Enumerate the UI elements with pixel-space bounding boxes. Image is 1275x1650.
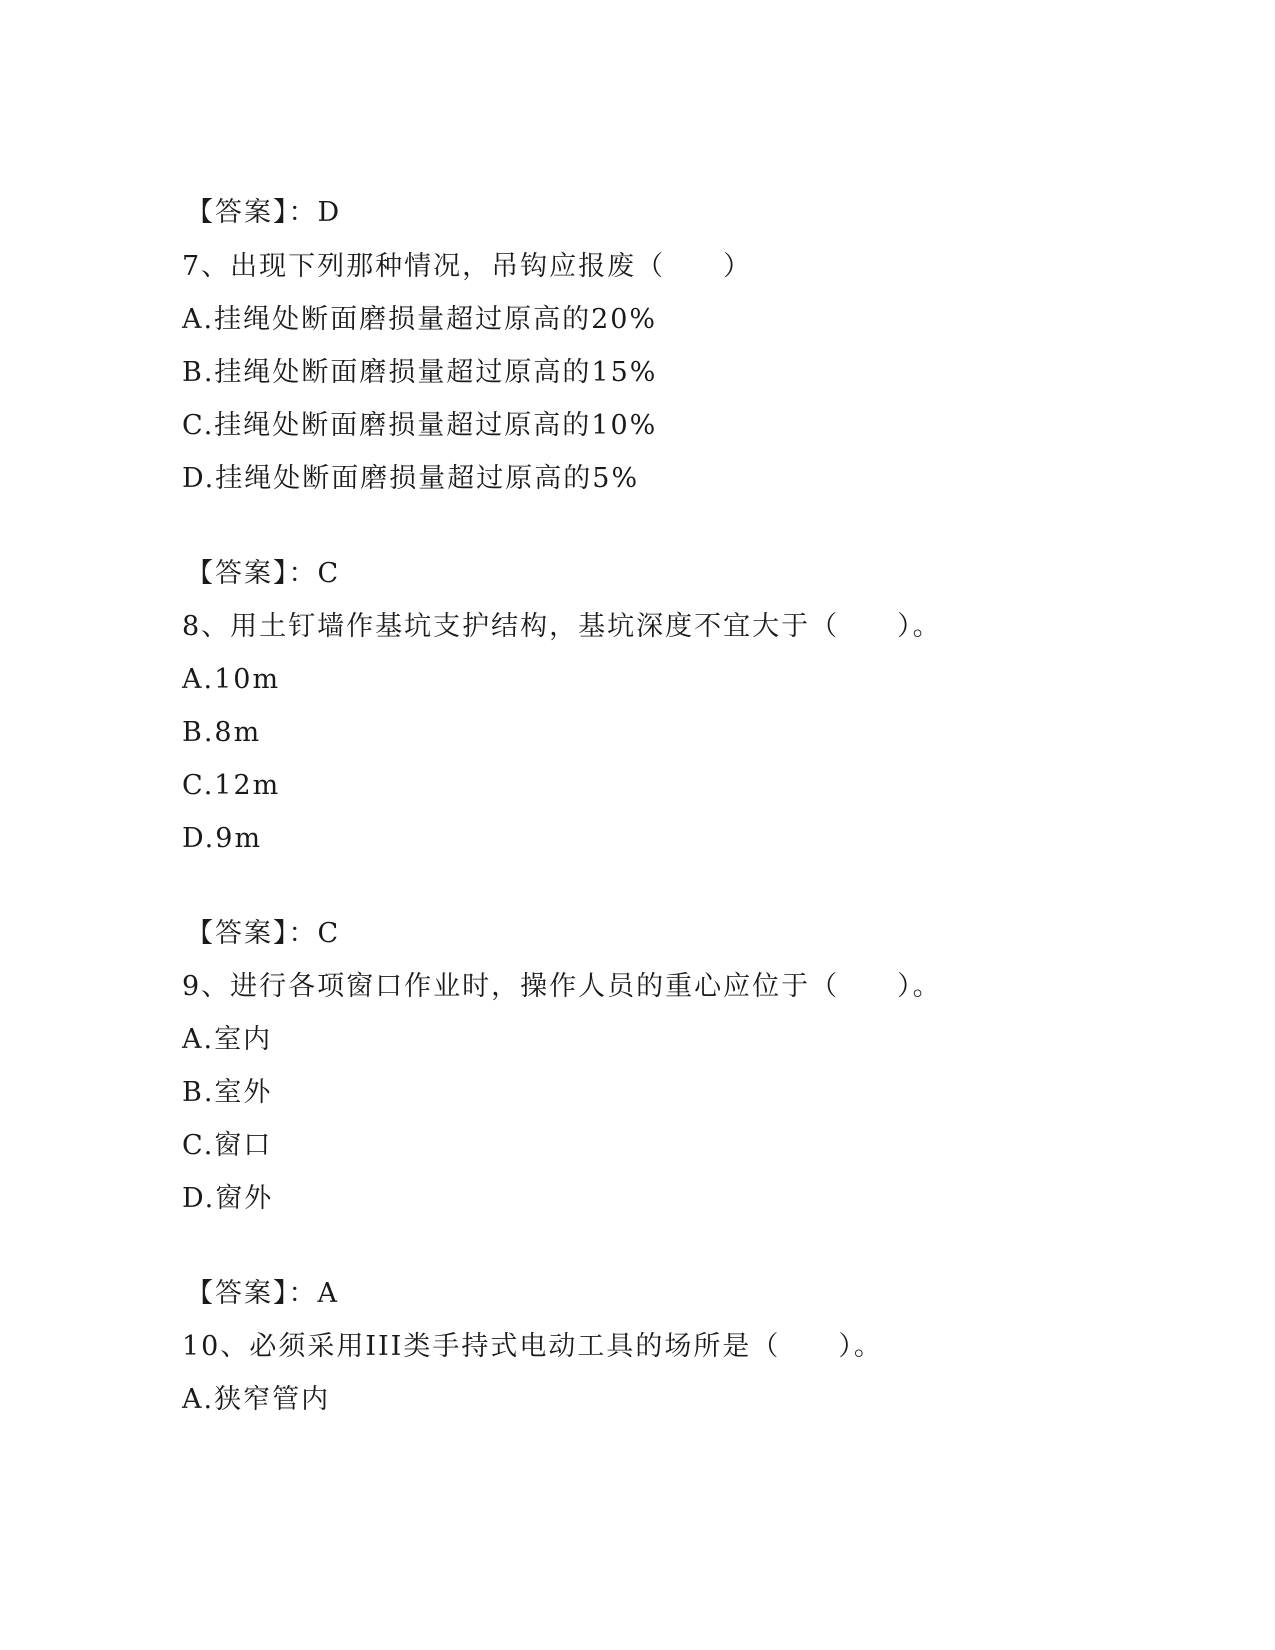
question-9: 9、进行各项窗口作业时，操作人员的重心应位于（ ）。	[182, 971, 942, 1002]
answer-q8: 【答案】：C	[186, 918, 341, 949]
answer-q6: 【答案】：D	[186, 197, 342, 228]
answer-q7: 【答案】：C	[186, 558, 341, 589]
q8-option-c: C.12m	[182, 770, 281, 801]
q7-option-a: A.挂绳处断面磨损量超过原高的20%	[182, 304, 658, 335]
q8-option-b: B.8m	[182, 717, 262, 748]
q7-option-b: B.挂绳处断面磨损量超过原高的15%	[182, 357, 658, 388]
question-7: 7、出现下列那种情况，吊钩应报废（ ）	[182, 251, 753, 282]
question-8: 8、用土钉墙作基坑支护结构，基坑深度不宜大于（ ）。	[182, 611, 942, 642]
q8-option-a: A.10m	[182, 664, 281, 695]
q9-option-b: B.室外	[182, 1077, 273, 1108]
question-10: 10、必须采用III类手持式电动工具的场所是（ ）。	[182, 1331, 883, 1362]
answer-q9: 【答案】：A	[186, 1278, 339, 1309]
q9-option-d: D.窗外	[182, 1183, 274, 1214]
q9-option-c: C.窗口	[182, 1130, 273, 1161]
q8-option-d: D.9m	[182, 823, 263, 854]
q7-option-c: C.挂绳处断面磨损量超过原高的10%	[182, 410, 658, 441]
q9-option-a: A.室内	[182, 1024, 273, 1055]
q7-option-d: D.挂绳处断面磨损量超过原高的5%	[182, 463, 640, 494]
q10-option-a: A.狭窄管内	[182, 1384, 331, 1415]
